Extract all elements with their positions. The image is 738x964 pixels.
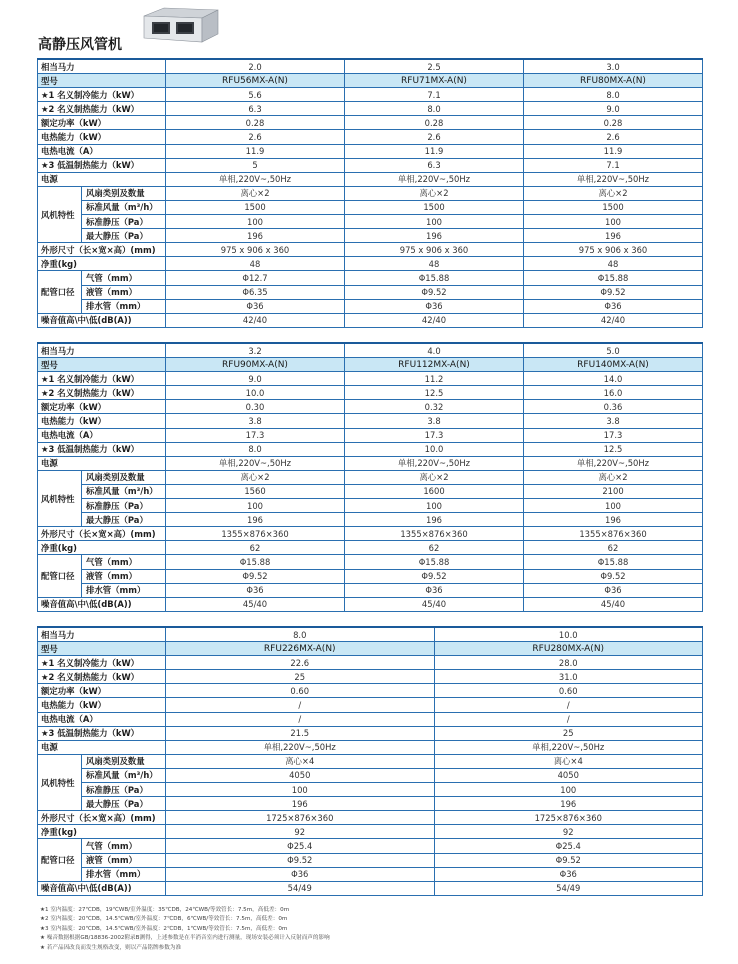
row-label-dimensions: 外形尺寸（长×宽×高）(mm) [38, 811, 166, 825]
row-label-drain-pipe: 排水管（mm） [82, 583, 166, 597]
spec-row-fan-type [38, 186, 703, 200]
spec-cell: 45/40 [166, 597, 345, 611]
row-label-rated-power: 额定功率（kW） [38, 116, 166, 130]
spec-cell: 92 [434, 825, 703, 839]
row-label-fan-type: 风扇类别及数量 [82, 470, 166, 484]
row-label-fan-type: 风扇类别及数量 [82, 754, 166, 768]
row-label-dimensions: 外形尺寸（长×宽×高）(mm) [38, 527, 166, 541]
row-label-elec-heat-power: 电热能力（kW） [38, 414, 166, 428]
spec-row-elec-heat-power [38, 130, 703, 144]
spec-row-rated-power [38, 684, 703, 698]
spec-cell: 1500 [345, 200, 524, 214]
spec-cell: 196 [166, 797, 435, 811]
spec-row-max-static [38, 229, 703, 243]
spec-row-power-supply [38, 172, 703, 186]
spec-cell: 4.0 [345, 343, 524, 358]
spec-row-dimensions [38, 243, 703, 257]
spec-cell: 3.2 [166, 343, 345, 358]
spec-cell: 1355×876×360 [524, 527, 703, 541]
spec-cell: Φ36 [524, 583, 703, 597]
spec-row-hp [38, 59, 703, 74]
spec-cell: Φ9.52 [524, 569, 703, 583]
spec-cell: 42/40 [524, 313, 703, 327]
spec-row-net-weight [38, 541, 703, 555]
spec-cell: 0.28 [166, 116, 345, 130]
spec-cell: Φ15.88 [345, 271, 524, 285]
spec-row-noise [38, 313, 703, 327]
row-label-elec-heat-current: 电热电流（A） [38, 144, 166, 158]
spec-cell: 196 [524, 229, 703, 243]
spec-cell: 0.60 [166, 684, 435, 698]
row-label-power-supply: 电源 [38, 740, 166, 754]
spec-cell: RFU80MX-A(N) [524, 74, 703, 88]
spec-cell: Φ9.52 [434, 853, 703, 867]
spec-cell: 离心×2 [166, 470, 345, 484]
row-label-std-static: 标准静压（Pa） [82, 499, 166, 513]
row-label-hp: 相当马力 [38, 59, 166, 74]
spec-row-net-weight [38, 257, 703, 271]
spec-cell: 100 [166, 215, 345, 229]
group-label-piping: 配管口径 [38, 271, 82, 313]
spec-cell: 离心×2 [166, 186, 345, 200]
spec-cell: Φ36 [345, 299, 524, 313]
spec-cell: 17.3 [524, 428, 703, 442]
row-label-low-temp-heating: ★3 低温制热能力（kW） [38, 726, 166, 740]
spec-cell: 单相,220V~,50Hz [166, 172, 345, 186]
product-image [140, 6, 220, 46]
spec-cell: 离心×2 [524, 470, 703, 484]
spec-cell: 3.8 [524, 414, 703, 428]
spec-cell: 1355×876×360 [166, 527, 345, 541]
spec-cell: Φ6.35 [166, 285, 345, 299]
spec-cell: 100 [524, 215, 703, 229]
spec-cell: 5 [166, 158, 345, 172]
row-label-drain-pipe: 排水管（mm） [82, 867, 166, 881]
row-label-airflow: 标准风量（m³/h） [82, 484, 166, 498]
spec-cell: 25 [166, 670, 435, 684]
spec-cell: 196 [166, 229, 345, 243]
spec-cell: 975 x 906 x 360 [345, 243, 524, 257]
spec-cell: 2.5 [345, 59, 524, 74]
spec-row-elec-heat-power [38, 414, 703, 428]
row-label-heating: ★2 名义制热能力（kW） [38, 102, 166, 116]
spec-cell: 0.32 [345, 400, 524, 414]
row-label-elec-heat-power: 电热能力（kW） [38, 130, 166, 144]
row-label-liquid-pipe: 液管（mm） [82, 285, 166, 299]
spec-row-elec-heat-current [38, 144, 703, 158]
row-label-airflow: 标准风量（m³/h） [82, 768, 166, 782]
spec-cell: 196 [345, 513, 524, 527]
spec-cell: 单相,220V~,50Hz [345, 456, 524, 470]
spec-row-airflow [38, 484, 703, 498]
spec-cell: Φ15.88 [524, 555, 703, 569]
spec-row-hp [38, 627, 703, 642]
spec-cell: RFU112MX-A(N) [345, 358, 524, 372]
spec-cell: 8.0 [166, 442, 345, 456]
footnotes [40, 906, 330, 953]
spec-cell: 12.5 [345, 386, 524, 400]
spec-cell: 9.0 [166, 372, 345, 386]
spec-cell: Φ12.7 [166, 271, 345, 285]
footnote-line: ★2 室内温度：20℃DB，14.5℃WB/室外温度：7℃DB，6℃WB/等效管长：7.5m，高低差：0m [40, 916, 288, 923]
spec-cell: 11.9 [345, 144, 524, 158]
spec-cell: 45/40 [345, 597, 524, 611]
spec-row-model [38, 358, 703, 372]
spec-cell: 1600 [345, 484, 524, 498]
row-label-power-supply: 电源 [38, 456, 166, 470]
spec-cell: 16.0 [524, 386, 703, 400]
spec-cell: 17.3 [345, 428, 524, 442]
spec-row-low-temp-heating [38, 158, 703, 172]
spec-cell: 2.6 [524, 130, 703, 144]
spec-cell: 单相,220V~,50Hz [345, 172, 524, 186]
row-label-cooling: ★1 名义制冷能力（kW） [38, 656, 166, 670]
spec-cell: 2.6 [166, 130, 345, 144]
spec-row-heating [38, 386, 703, 400]
spec-cell: Φ9.52 [345, 285, 524, 299]
spec-cell: 54/49 [434, 881, 703, 895]
row-label-model: 型号 [38, 642, 166, 656]
spec-row-gas-pipe [38, 271, 703, 285]
page-title: 高静压风管机 [38, 37, 122, 53]
spec-cell: 196 [345, 229, 524, 243]
spec-row-heating [38, 102, 703, 116]
spec-cell: 25 [434, 726, 703, 740]
row-label-noise: 噪音值高\中\低(dB(A)) [38, 313, 166, 327]
row-label-gas-pipe: 气管（mm） [82, 271, 166, 285]
spec-cell: 28.0 [434, 656, 703, 670]
spec-cell: 0.60 [434, 684, 703, 698]
spec-row-airflow [38, 768, 703, 782]
spec-cell: 17.3 [166, 428, 345, 442]
row-label-max-static: 最大静压（Pa） [82, 797, 166, 811]
spec-cell: 离心×2 [345, 186, 524, 200]
footnote-line: ★ 若产品因改良而发生规格改变，则以产品铭牌参数为准 [40, 944, 182, 951]
spec-row-liquid-pipe [38, 569, 703, 583]
spec-row-model [38, 642, 703, 656]
spec-row-low-temp-heating [38, 726, 703, 740]
spec-row-drain-pipe [38, 299, 703, 313]
spec-cell: 1500 [166, 200, 345, 214]
row-label-gas-pipe: 气管（mm） [82, 555, 166, 569]
spec-cell: 3.8 [345, 414, 524, 428]
spec-cell: 12.5 [524, 442, 703, 456]
spec-cell: 单相,220V~,50Hz [524, 172, 703, 186]
spec-row-std-static [38, 783, 703, 797]
spec-row-elec-heat-current [38, 712, 703, 726]
spec-cell: Φ9.52 [166, 569, 345, 583]
spec-cell: 1725×876×360 [434, 811, 703, 825]
row-label-drain-pipe: 排水管（mm） [82, 299, 166, 313]
row-label-cooling: ★1 名义制冷能力（kW） [38, 88, 166, 102]
spec-cell: Φ36 [434, 867, 703, 881]
spec-cell: 离心×4 [166, 754, 435, 768]
spec-cell: 0.28 [345, 116, 524, 130]
row-label-max-static: 最大静压（Pa） [82, 513, 166, 527]
spec-cell: Φ9.52 [166, 853, 435, 867]
spec-cell: 离心×4 [434, 754, 703, 768]
spec-cell: / [434, 698, 703, 712]
spec-row-power-supply [38, 740, 703, 754]
row-label-hp: 相当马力 [38, 627, 166, 642]
row-label-elec-heat-power: 电热能力（kW） [38, 698, 166, 712]
spec-cell: 100 [434, 783, 703, 797]
spec-cell: 1500 [524, 200, 703, 214]
spec-cell: 单相,220V~,50Hz [166, 456, 345, 470]
spec-row-fan-type [38, 470, 703, 484]
spec-cell: Φ15.88 [166, 555, 345, 569]
spec-cell: 单相,220V~,50Hz [524, 456, 703, 470]
footnote-line: ★1 室内温度：27℃DB，19℃WB/室外温度：35℃DB，24℃WB/等效管长：7.5m，高低差：0m [40, 907, 290, 913]
spec-cell: 单相,220V~,50Hz [166, 740, 435, 754]
spec-cell: 196 [434, 797, 703, 811]
spec-cell: 5.6 [166, 88, 345, 102]
spec-cell: 11.2 [345, 372, 524, 386]
spec-cell: Φ25.4 [166, 839, 435, 853]
row-label-cooling: ★1 名义制冷能力（kW） [38, 372, 166, 386]
spec-cell: 975 x 906 x 360 [524, 243, 703, 257]
spec-cell: 11.9 [524, 144, 703, 158]
row-label-std-static: 标准静压（Pa） [82, 215, 166, 229]
group-label-piping: 配管口径 [38, 839, 82, 881]
spec-cell: 21.5 [166, 726, 435, 740]
spec-cell: 62 [345, 541, 524, 555]
row-label-rated-power: 额定功率（kW） [38, 684, 166, 698]
spec-cell: 2.6 [345, 130, 524, 144]
spec-cell: 8.0 [166, 627, 435, 642]
spec-row-cooling [38, 656, 703, 670]
spec-cell: 4050 [434, 768, 703, 782]
spec-cell: Φ36 [524, 299, 703, 313]
spec-row-power-supply [38, 456, 703, 470]
spec-cell: 8.0 [524, 88, 703, 102]
row-label-fan-type: 风扇类别及数量 [82, 186, 166, 200]
spec-row-noise [38, 881, 703, 895]
spec-cell: 3.8 [166, 414, 345, 428]
spec-row-max-static [38, 797, 703, 811]
spec-row-drain-pipe [38, 867, 703, 881]
group-label-fan: 风机特性 [38, 754, 82, 810]
spec-cell: 7.1 [524, 158, 703, 172]
spec-cell: 7.1 [345, 88, 524, 102]
spec-cell: 62 [524, 541, 703, 555]
spec-table-2 [37, 342, 703, 612]
spec-cell: 离心×2 [524, 186, 703, 200]
row-label-hp: 相当马力 [38, 343, 166, 358]
row-label-elec-heat-current: 电热电流（A） [38, 712, 166, 726]
spec-cell: RFU56MX-A(N) [166, 74, 345, 88]
spec-row-cooling [38, 372, 703, 386]
row-label-noise: 噪音值高\中\低(dB(A)) [38, 881, 166, 895]
group-label-fan: 风机特性 [38, 186, 82, 242]
spec-cell: 48 [524, 257, 703, 271]
row-label-noise: 噪音值高\中\低(dB(A)) [38, 597, 166, 611]
spec-cell: 92 [166, 825, 435, 839]
spec-cell: 1355×876×360 [345, 527, 524, 541]
spec-cell: 单相,220V~,50Hz [434, 740, 703, 754]
footnote-line: ★3 室内温度：20℃DB，14.5℃WB/室外温度：2℃DB，1℃WB/等效管长：7.5m，高低差：0m [40, 925, 288, 932]
spec-cell: 22.6 [166, 656, 435, 670]
spec-cell: 100 [166, 499, 345, 513]
spec-row-std-static [38, 215, 703, 229]
spec-row-dimensions [38, 811, 703, 825]
row-label-net-weight: 净重(kg) [38, 541, 166, 555]
spec-cell: 1560 [166, 484, 345, 498]
spec-cell: 10.0 [434, 627, 703, 642]
spec-cell: 100 [524, 499, 703, 513]
spec-cell: RFU280MX-A(N) [434, 642, 703, 656]
spec-cell: 10.0 [345, 442, 524, 456]
spec-row-hp [38, 343, 703, 358]
spec-row-rated-power [38, 400, 703, 414]
spec-cell: 100 [345, 215, 524, 229]
spec-cell: 100 [166, 783, 435, 797]
row-label-dimensions: 外形尺寸（长×宽×高）(mm) [38, 243, 166, 257]
spec-row-net-weight [38, 825, 703, 839]
footnote-line: ★ 噪音数据根据GB/18836-2002附录B测得，上述参数是在半消音室内进行测量，现场安装必须计入反射而声的影响 [40, 935, 330, 942]
spec-cell: 0.30 [166, 400, 345, 414]
spec-row-gas-pipe [38, 839, 703, 853]
spec-cell: 54/49 [166, 881, 435, 895]
row-label-airflow: 标准风量（m³/h） [82, 200, 166, 214]
spec-cell: 5.0 [524, 343, 703, 358]
spec-cell: Φ25.4 [434, 839, 703, 853]
spec-row-airflow [38, 200, 703, 214]
spec-row-liquid-pipe [38, 853, 703, 867]
spec-row-dimensions [38, 527, 703, 541]
spec-cell: RFU90MX-A(N) [166, 358, 345, 372]
spec-cell: Φ9.52 [524, 285, 703, 299]
spec-cell: 31.0 [434, 670, 703, 684]
spec-row-model [38, 74, 703, 88]
spec-cell: 离心×2 [345, 470, 524, 484]
spec-cell: 62 [166, 541, 345, 555]
spec-table-1 [37, 58, 703, 328]
spec-cell: / [434, 712, 703, 726]
spec-cell: 2100 [524, 484, 703, 498]
spec-cell: 6.3 [345, 158, 524, 172]
spec-cell: RFU140MX-A(N) [524, 358, 703, 372]
spec-cell: Φ36 [166, 867, 435, 881]
row-label-net-weight: 净重(kg) [38, 825, 166, 839]
spec-row-cooling [38, 88, 703, 102]
spec-cell: 6.3 [166, 102, 345, 116]
spec-row-heating [38, 670, 703, 684]
row-label-heating: ★2 名义制热能力（kW） [38, 386, 166, 400]
spec-cell: Φ36 [166, 583, 345, 597]
spec-cell: 48 [345, 257, 524, 271]
row-label-elec-heat-current: 电热电流（A） [38, 428, 166, 442]
group-label-piping: 配管口径 [38, 555, 82, 597]
row-label-model: 型号 [38, 358, 166, 372]
spec-cell: 3.0 [524, 59, 703, 74]
spec-cell: 8.0 [345, 102, 524, 116]
row-label-gas-pipe: 气管（mm） [82, 839, 166, 853]
spec-cell: 196 [524, 513, 703, 527]
spec-row-noise [38, 597, 703, 611]
spec-cell: 1725×876×360 [166, 811, 435, 825]
spec-row-fan-type [38, 754, 703, 768]
spec-cell: 4050 [166, 768, 435, 782]
spec-cell: 0.28 [524, 116, 703, 130]
row-label-net-weight: 净重(kg) [38, 257, 166, 271]
row-label-std-static: 标准静压（Pa） [82, 783, 166, 797]
spec-cell: Φ15.88 [524, 271, 703, 285]
row-label-low-temp-heating: ★3 低温制热能力（kW） [38, 158, 166, 172]
spec-cell: 45/40 [524, 597, 703, 611]
spec-row-elec-heat-power [38, 698, 703, 712]
row-label-power-supply: 电源 [38, 172, 166, 186]
spec-cell: 11.9 [166, 144, 345, 158]
spec-row-rated-power [38, 116, 703, 130]
spec-cell: / [166, 698, 435, 712]
spec-row-drain-pipe [38, 583, 703, 597]
spec-cell: Φ9.52 [345, 569, 524, 583]
spec-row-max-static [38, 513, 703, 527]
spec-cell: 196 [166, 513, 345, 527]
spec-row-std-static [38, 499, 703, 513]
spec-cell: 2.0 [166, 59, 345, 74]
row-label-low-temp-heating: ★3 低温制热能力（kW） [38, 442, 166, 456]
spec-row-gas-pipe [38, 555, 703, 569]
row-label-model: 型号 [38, 74, 166, 88]
spec-cell: 48 [166, 257, 345, 271]
spec-cell: 42/40 [345, 313, 524, 327]
row-label-max-static: 最大静压（Pa） [82, 229, 166, 243]
spec-row-low-temp-heating [38, 442, 703, 456]
spec-cell: 9.0 [524, 102, 703, 116]
spec-cell: RFU226MX-A(N) [166, 642, 435, 656]
spec-table-3 [37, 626, 703, 896]
spec-cell: 42/40 [166, 313, 345, 327]
row-label-liquid-pipe: 液管（mm） [82, 569, 166, 583]
spec-cell: Φ15.88 [345, 555, 524, 569]
spec-cell: 14.0 [524, 372, 703, 386]
row-label-heating: ★2 名义制热能力（kW） [38, 670, 166, 684]
spec-cell: / [166, 712, 435, 726]
spec-cell: 100 [345, 499, 524, 513]
spec-cell: Φ36 [345, 583, 524, 597]
spec-cell: 0.36 [524, 400, 703, 414]
spec-cell: Φ36 [166, 299, 345, 313]
spec-cell: RFU71MX-A(N) [345, 74, 524, 88]
spec-cell: 975 x 906 x 360 [166, 243, 345, 257]
spec-row-liquid-pipe [38, 285, 703, 299]
group-label-fan: 风机特性 [38, 470, 82, 526]
row-label-liquid-pipe: 液管（mm） [82, 853, 166, 867]
spec-row-elec-heat-current [38, 428, 703, 442]
row-label-rated-power: 额定功率（kW） [38, 400, 166, 414]
spec-cell: 10.0 [166, 386, 345, 400]
